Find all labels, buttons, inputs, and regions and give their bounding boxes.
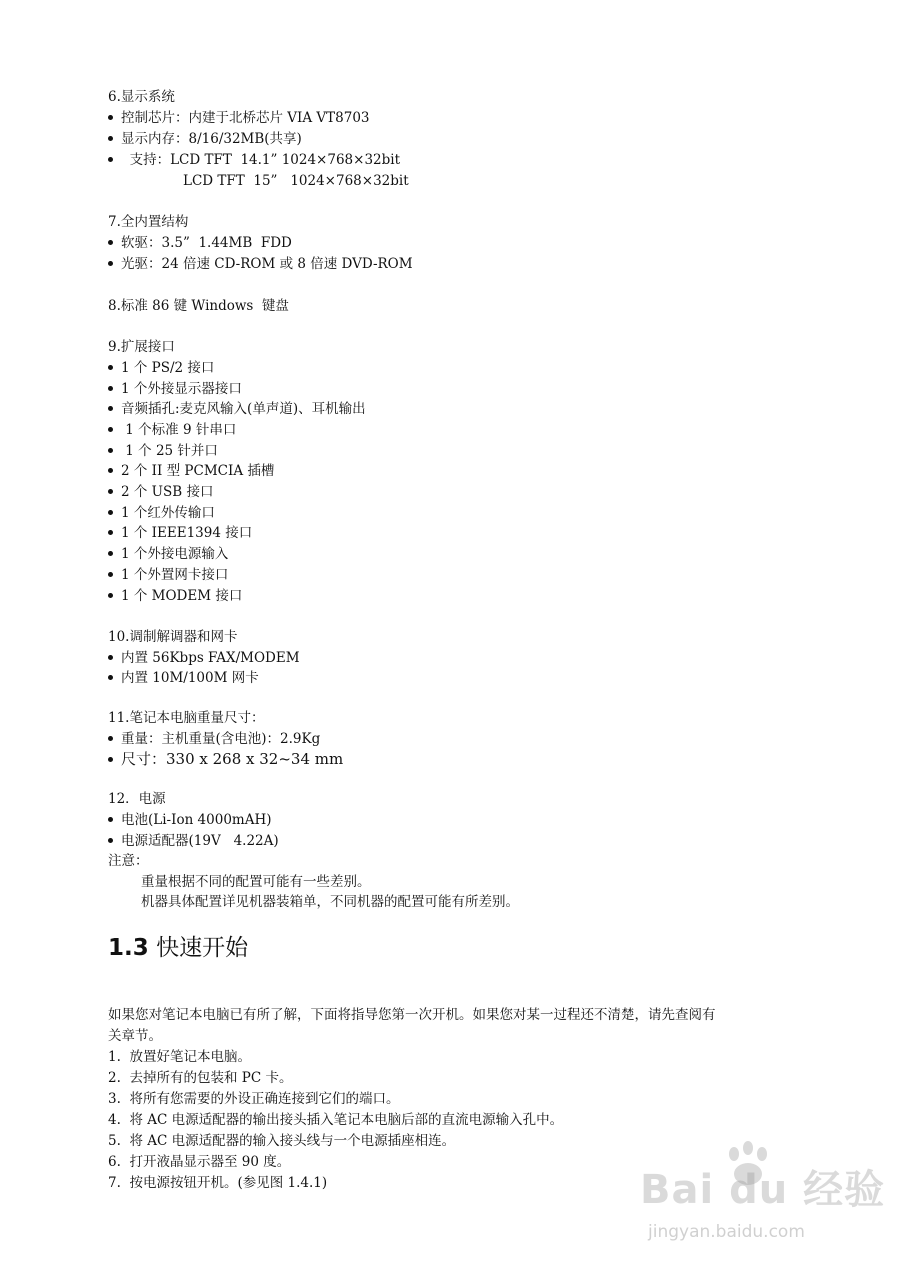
step-item: 1. 放置好笔记本电脑。 (108, 1049, 251, 1065)
step-item: 3. 将所有您需要的外设正确连接到它们的端口。 (108, 1091, 400, 1107)
list-item: 控制芯片：内建于北桥芯片 VIA VT8703 (108, 109, 370, 127)
list-item: 1 个 MODEM 接口 (108, 587, 242, 605)
step-item: 7. 按电源按钮开机。(参见图 1.4.1) (108, 1175, 328, 1191)
bullet-icon (108, 448, 113, 453)
baidu-watermark (640, 1140, 890, 1260)
note-label: 注意： (108, 853, 149, 869)
section-8-title: 8.标准 86 键 Windows 键盘 (108, 298, 289, 314)
section-10-title: 10.调制解调器和网卡 (108, 629, 238, 645)
list-item: 重量：主机重量(含电池)：2.9Kg (108, 730, 320, 748)
bullet-icon (108, 736, 113, 741)
intro-line: 关章节。 (108, 1028, 162, 1044)
step-item: 2. 去掉所有的包装和 PC 卡。 (108, 1070, 293, 1086)
watermark-logo: Bai du 经验 (640, 1167, 886, 1213)
bullet-icon (108, 530, 113, 535)
step-item: 4. 将 AC 电源适配器的输出接头插入笔记本电脑后部的直流电源输入孔中。 (108, 1112, 564, 1128)
section-7-title: 7.全内置结构 (108, 214, 189, 230)
note-line: 重量根据不同的配置可能有一些差别。 (141, 874, 371, 890)
bullet-icon (108, 468, 113, 473)
bullet-icon (108, 136, 113, 141)
list-item: 1 个 PS/2 接口 (108, 359, 214, 377)
bullet-icon (108, 675, 113, 680)
bullet-icon (108, 510, 113, 515)
step-item: 5. 将 AC 电源适配器的输入接头线与一个电源插座相连。 (108, 1133, 456, 1149)
heading-number: 1.3 (108, 935, 149, 961)
list-item: 光驱：24 倍速 CD-ROM 或 8 倍速 DVD-ROM (108, 255, 413, 273)
bullet-icon (108, 115, 113, 120)
list-item: 1 个外置网卡接口 (108, 566, 228, 584)
intro-line: 如果您对笔记本电脑已有所了解，下面将指导您第一次开机。如果您对某一过程还不清楚，请先查阅有 (108, 1007, 716, 1023)
section-heading (108, 934, 248, 962)
list-item: 电池(Li-Ion 4000mAH) (108, 811, 272, 829)
list-item: 1 个外接电源输入 (108, 545, 228, 563)
watermark-url: jingyan.baidu.com (648, 1222, 805, 1242)
list-item: 1 个标准 9 针串口 (108, 421, 236, 439)
heading-title: 快速开始 (156, 935, 249, 961)
bullet-icon (108, 489, 113, 494)
bullet-icon (108, 551, 113, 556)
bullet-icon (108, 427, 113, 432)
bullet-icon (108, 386, 113, 391)
list-item: 显示内存：8/16/32MB(共享) (108, 130, 302, 148)
section-11-title: 11.笔记本电脑重量尺寸： (108, 710, 265, 726)
bullet-icon (108, 240, 113, 245)
list-item: 内置 10M/100M 网卡 (108, 669, 259, 687)
list-item: 尺寸：330 x 268 x 32~34 mm (108, 750, 343, 768)
note-line: 机器具体配置详见机器装箱单，不同机器的配置可能有所差别。 (141, 894, 519, 910)
bullet-icon (108, 655, 113, 660)
list-item: 内置 56Kbps FAX/MODEM (108, 649, 300, 667)
bullet-icon (108, 817, 113, 822)
list-item: 2 个 USB 接口 (108, 483, 214, 501)
section-6-title: 6.显示系统 (108, 89, 175, 105)
bullet-icon (108, 157, 113, 162)
list-item: 1 个红外传输口 (108, 504, 215, 522)
bullet-icon (108, 365, 113, 370)
list-item: 2 个 II 型 PCMCIA 插槽 (108, 462, 274, 480)
step-item: 6. 打开液晶显示器至 90 度。 (108, 1154, 291, 1170)
bullet-icon (108, 406, 113, 411)
list-item: 1 个 IEEE1394 接口 (108, 524, 252, 542)
list-item: 1 个外接显示器接口 (108, 380, 242, 398)
list-item: 软驱：3.5” 1.44MB FDD (108, 234, 292, 252)
list-item: 音频插孔:麦克风输入(单声道)、耳机输出 (108, 400, 366, 418)
bullet-icon (108, 757, 113, 762)
bullet-icon (108, 261, 113, 266)
list-item: 1 个 25 针并口 (108, 442, 218, 460)
list-item: 支持：LCD TFT 14.1” 1024×768×32bit (108, 151, 400, 169)
bullet-icon (108, 838, 113, 843)
list-item-continuation: LCD TFT 15” 1024×768×32bit (183, 173, 409, 189)
section-9-title: 9.扩展接口 (108, 339, 175, 355)
bullet-icon (108, 572, 113, 577)
list-item: 电源适配器(19V 4.22A) (108, 832, 279, 850)
section-12-title: 12．电源 (108, 791, 166, 807)
bullet-icon (108, 593, 113, 598)
